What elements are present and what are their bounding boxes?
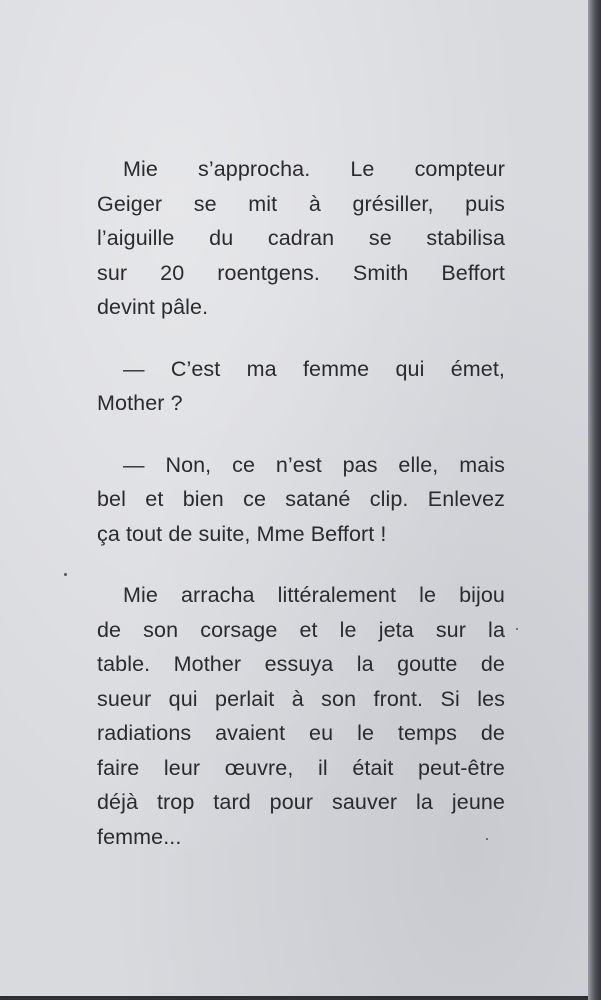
page-text: [97, 152, 505, 854]
text-line: table. Mother essuya la goutte de: [97, 652, 505, 676]
paragraph-3: [97, 448, 505, 552]
text-line: — C’est ma femme qui émet,: [123, 356, 505, 381]
text-line: l’aiguille du cadran se stabilisa: [97, 226, 505, 250]
text-line: sueur qui perlait à son front. Si les: [97, 686, 505, 711]
book-spine-edge: [588, 0, 601, 1000]
paragraph-1: [97, 152, 505, 325]
paragraph-4: [97, 578, 505, 854]
text-line: devint pâle.: [97, 295, 209, 319]
paper-speck: [486, 838, 488, 840]
text-line: Geiger se mit à grésiller, puis: [97, 191, 505, 216]
paper-speck: [64, 573, 67, 576]
text-line: de son corsage et le jeta sur la: [97, 617, 505, 642]
paragraph-2: [97, 352, 505, 421]
text-line: ça tout de suite, Mme Beffort !: [97, 521, 387, 546]
text-line: sur 20 roentgens. Smith Beffort: [97, 260, 505, 285]
text-line: femme...: [97, 824, 182, 849]
text-line: — Non, ce n’est pas elle, mais: [123, 452, 505, 477]
text-line: déjà trop tard pour sauver la jeune: [97, 790, 505, 814]
text-line: faire leur œuvre, il était peut-être: [97, 755, 505, 780]
text-line: bel et bien ce satané clip. Enlevez: [97, 487, 505, 511]
text-line: Mie arracha littéralement le bijou: [123, 583, 505, 607]
text-line: Mie s’approcha. Le compteur: [123, 157, 505, 181]
text-line: radiations avaient eu le temps de: [97, 721, 505, 745]
text-line: Mother ?: [97, 391, 183, 415]
paper-speck: [516, 628, 518, 630]
